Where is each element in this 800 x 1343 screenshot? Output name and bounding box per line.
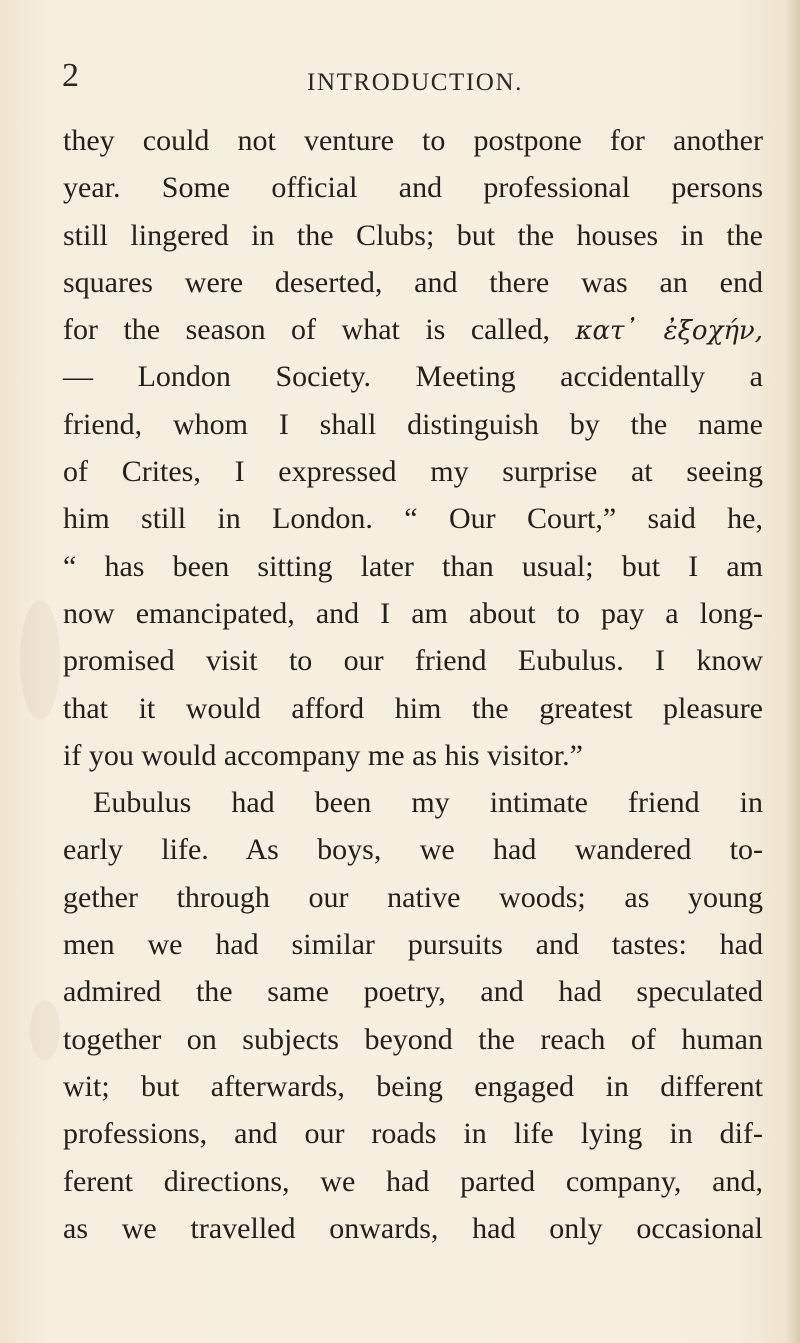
running-head <box>0 56 800 96</box>
text-line: early life. As boys, we had wandered to- <box>63 833 763 867</box>
text-line: “ has been sitting later than usual; but I am <box>63 549 763 583</box>
text-line: squares were deserted, and there was an end <box>63 265 763 299</box>
text-line-with-greek <box>63 306 763 353</box>
text-line: they could not venture to postpone for another <box>63 124 763 157</box>
text-line: of Crites, I expressed my surprise at seeing <box>63 455 763 489</box>
text-line: that it would afford him the greatest pleasure <box>63 691 763 725</box>
text-line: Eubulus had been my intimate friend in <box>93 786 763 820</box>
text-line: together on subjects beyond the reach of human <box>63 1022 763 1056</box>
page-edge-shadow <box>786 0 800 1343</box>
body-text <box>63 117 763 1252</box>
greek-phrase: κατ᾽ ἐξοχήν, <box>575 316 763 347</box>
text-line: promised visit to our friend Eubulus. I know <box>63 644 763 678</box>
text-line: friend, whom I shall distinguish by the name <box>63 407 763 441</box>
text-line: professions, and our roads in life lying in dif- <box>63 1117 763 1151</box>
chapter-title: INTRODUCTION. <box>307 69 523 96</box>
text-line: — London Society. Meeting accidentally a <box>63 360 763 394</box>
text-segment: for the season of what is called, <box>63 313 550 347</box>
page-number: 2 <box>62 57 80 94</box>
text-line: now emancipated, and I am about to pay a long- <box>63 596 763 630</box>
text-line: men we had similar pursuits and tastes: had <box>63 928 763 962</box>
text-line: gether through our native woods; as young <box>63 880 763 914</box>
text-line: if you would accompany me as his visitor.” <box>63 738 583 772</box>
text-line: as we travelled onwards, had only occasional <box>63 1211 763 1245</box>
paper-stain <box>20 600 60 720</box>
text-line: still lingered in the Clubs; but the houses in the <box>63 218 763 252</box>
text-line: him still in London. “ Our Court,” said he, <box>63 502 763 536</box>
text-line: ferent directions, we had parted company, and, <box>63 1164 763 1198</box>
text-line: wit; but afterwards, being engaged in different <box>63 1069 763 1103</box>
text-line: admired the same poetry, and had speculated <box>63 975 763 1009</box>
paper-stain <box>30 1000 60 1060</box>
text-line: year. Some official and professional persons <box>63 171 763 205</box>
